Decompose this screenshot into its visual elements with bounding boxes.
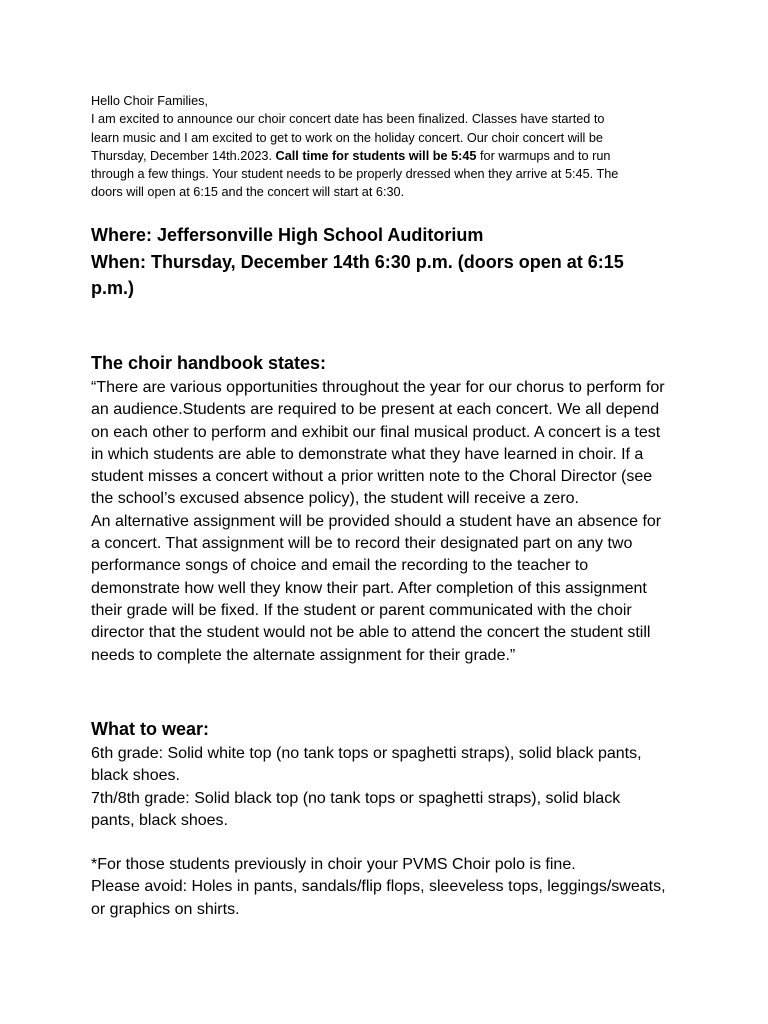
intro-line: through a few things. Your student needs to be properly dressed when they arrive at 5:45. The	[91, 167, 619, 182]
attire-note: Please avoid: Holes in pants, sandals/flip flops, sleeveless tops, leggings/sweats,	[91, 878, 666, 896]
handbook-line: An alternative assignment will be provided should a student have an absence for	[91, 512, 662, 530]
event-when: When: Thursday, December 14th 6:30 p.m. (doors open at 6:15	[91, 251, 624, 272]
handbook-line: director that the student would not be able to attend the concert the student still	[91, 624, 651, 642]
attire-line: black shoes.	[91, 767, 180, 785]
intro-paragraph	[91, 92, 691, 202]
handbook-line: “There are various opportunities throughout the year for our chorus to perform for	[91, 379, 665, 396]
attire-notes	[91, 854, 691, 921]
greeting: Hello Choir Families,	[91, 94, 209, 108]
intro-line: doors will open at 6:15 and the concert will start at 6:30.	[91, 185, 405, 200]
handbook-line: needs to complete the alternate assignment for their grade.”	[91, 646, 516, 664]
attire-line: pants, black shoes.	[91, 811, 228, 829]
attire-heading: What to wear:	[91, 719, 210, 739]
attire-line: 7th/8th grade: Solid black top (no tank tops or spaghetti straps), solid black	[91, 789, 621, 807]
event-where: Where: Jeffersonville High School Auditorium	[91, 225, 484, 245]
handbook-line: their grade will be fixed. If the student or parent communicated with the choir	[91, 601, 632, 619]
handbook-quote	[91, 377, 691, 667]
intro-line-call-time	[91, 147, 691, 165]
intro-text: for warmups and to run	[476, 148, 611, 163]
handbook-heading: The choir handbook states:	[91, 353, 327, 373]
handbook-line: on each other to perform and exhibit our final musical product. A concert is a test	[91, 423, 661, 441]
handbook-line: demonstrate how well they know their part. After completion of this assignment	[91, 579, 647, 597]
attire-note: or graphics on shirts.	[91, 900, 240, 918]
attire-line: 6th grade: Solid white top (no tank tops or spaghetti straps), solid black pants,	[91, 745, 642, 762]
handbook-line: a concert. That assignment will be to record their designated part on any two	[91, 535, 633, 553]
handbook-line: the school’s excused absence policy), the student will receive a zero.	[91, 490, 579, 508]
event-when: p.m.)	[91, 278, 134, 298]
event-details	[91, 222, 691, 302]
handbook-line: performance songs of choice and email the recording to the teacher to	[91, 557, 589, 575]
handbook-line: an audience.Students are required to be present at each concert. We all depend	[91, 401, 660, 419]
intro-line: I am excited to announce our choir concert date has been finalized. Classes have started to	[91, 112, 605, 127]
handbook-line: student misses a concert without a prior written note to the Choral Director (see	[91, 468, 653, 486]
intro-text: Thursday, December 14th.2023.	[91, 148, 276, 163]
attire-note: *For those students previously in choir your PVMS Choir polo is fine.	[91, 856, 576, 873]
call-time-emphasis: Call time for students will be 5:45	[275, 148, 477, 163]
intro-line: learn music and I am excited to get to work on the holiday concert. Our choir concert will be	[91, 130, 603, 145]
handbook-line: in which students are able to demonstrate what they have learned in choir. If a	[91, 445, 644, 463]
attire-list	[91, 743, 691, 832]
